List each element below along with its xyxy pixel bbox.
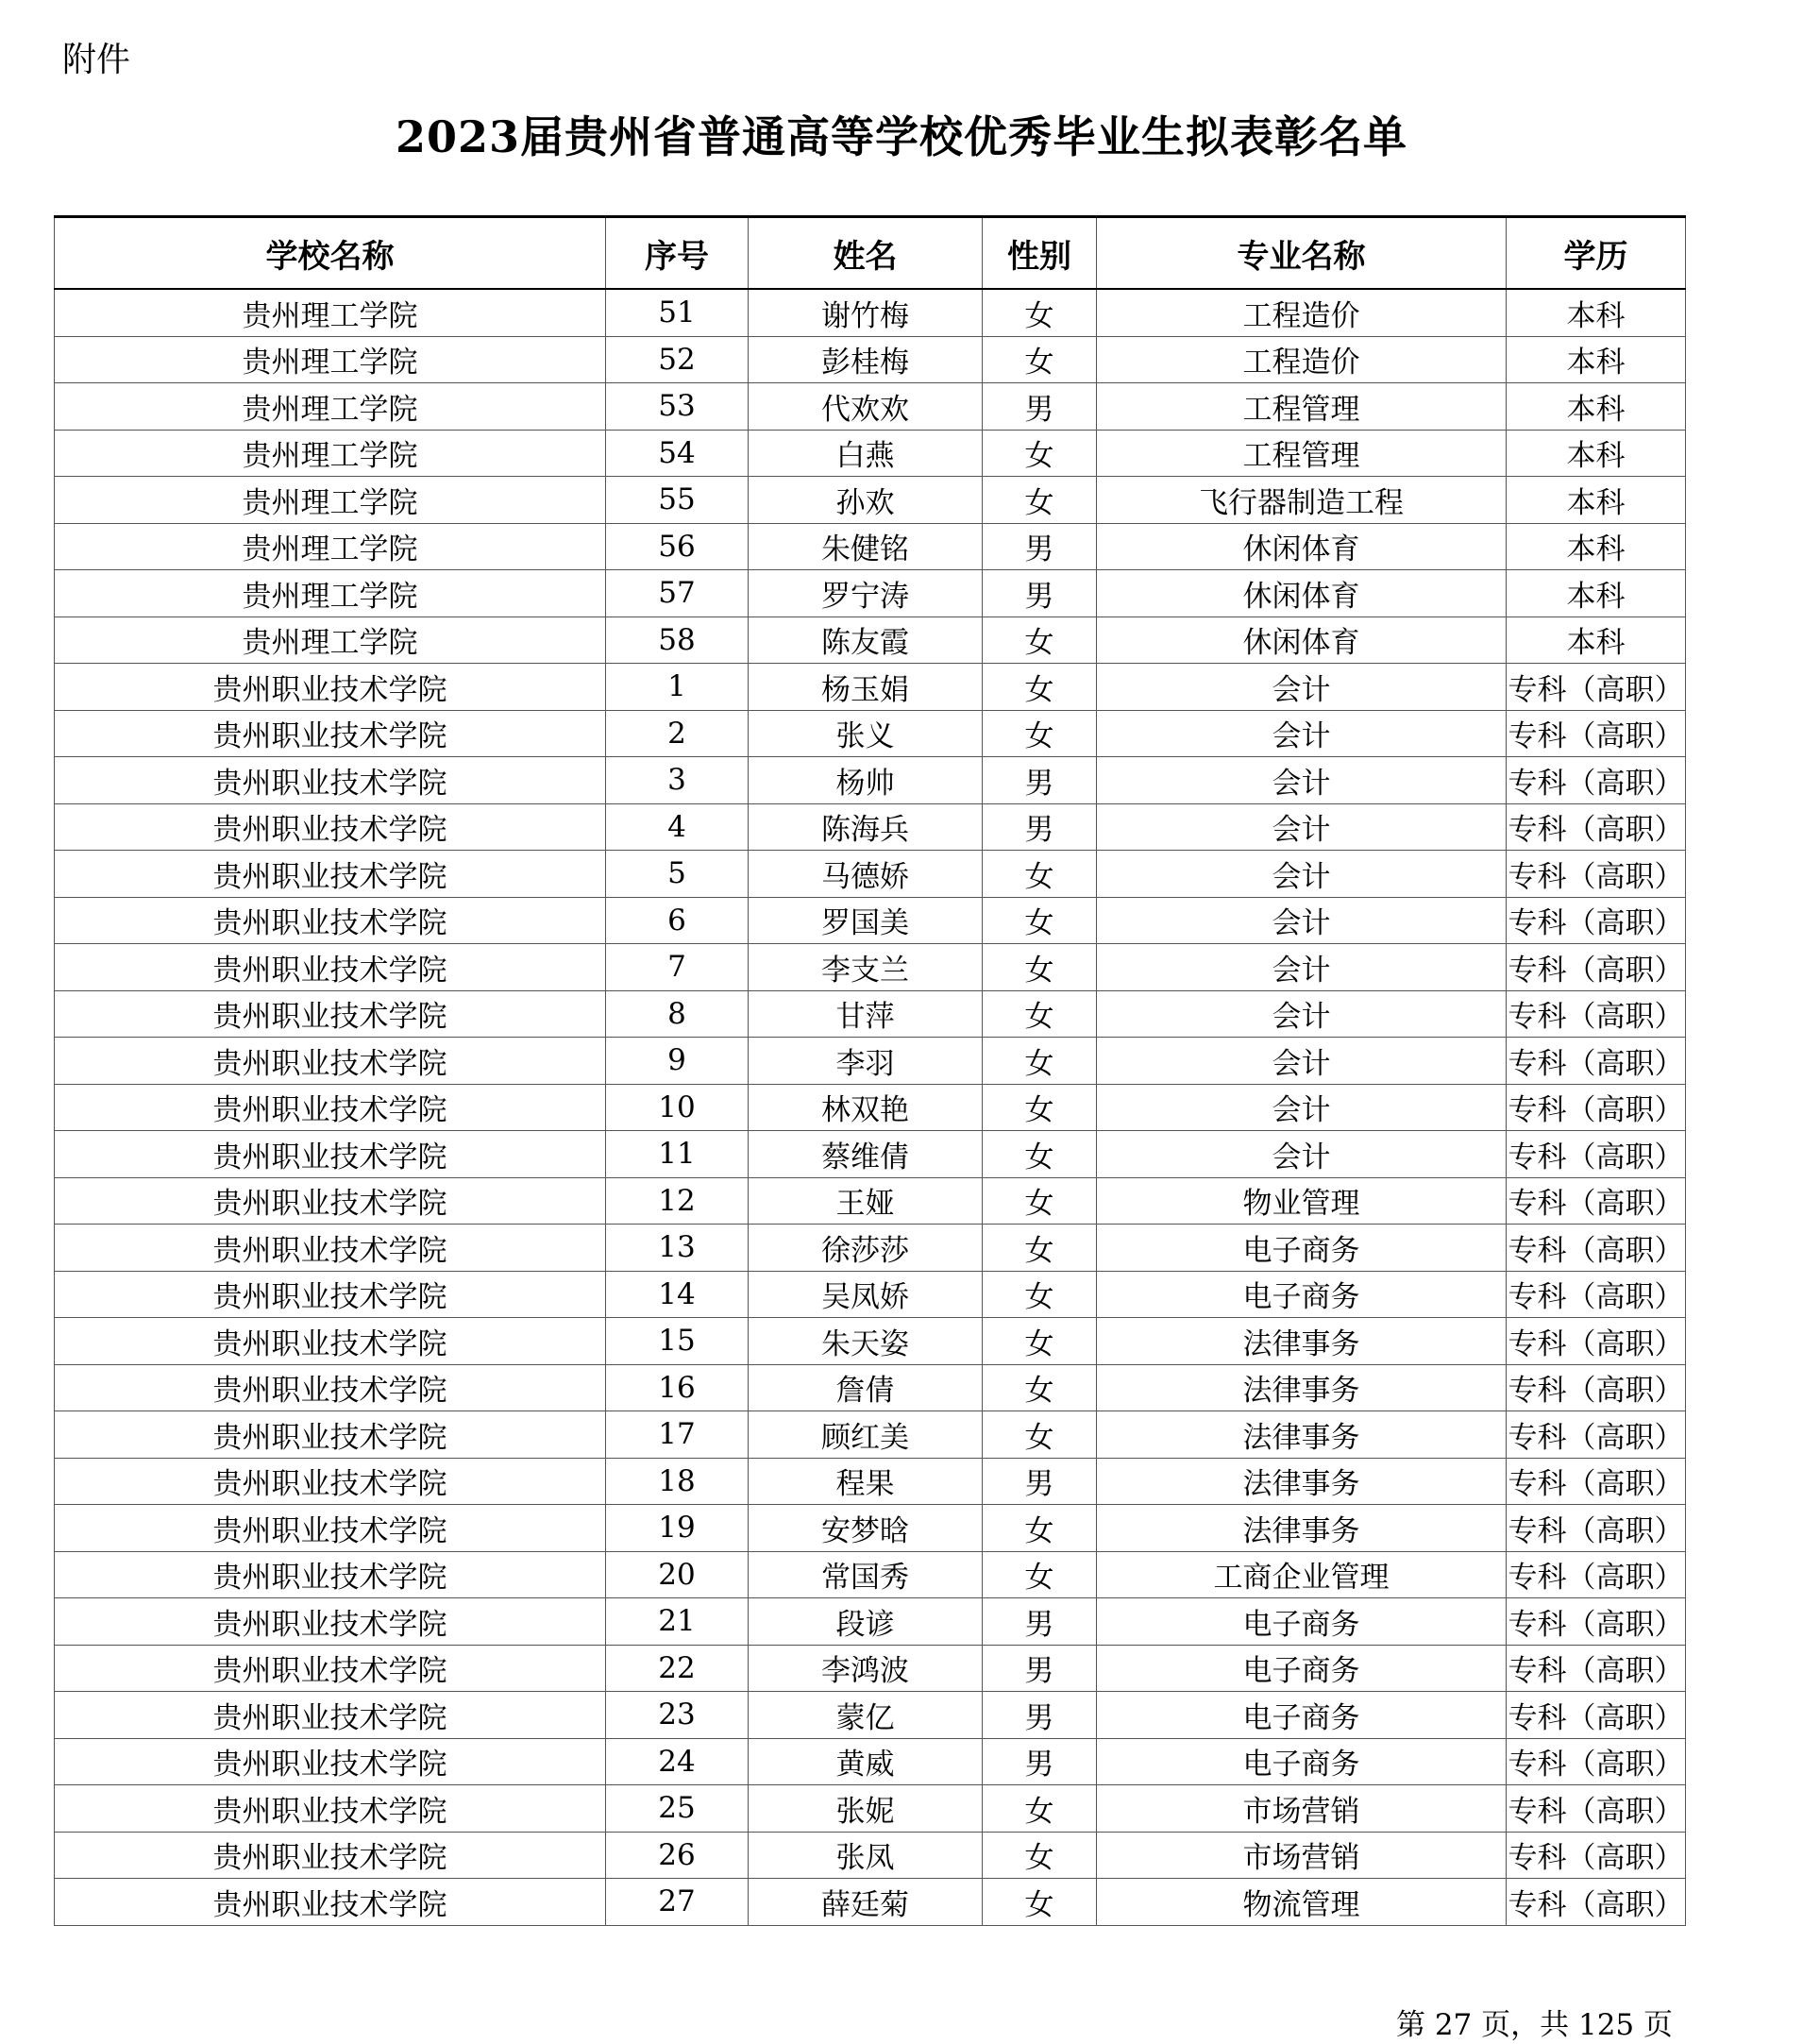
cell-degree: 专科（高职） <box>1507 1411 1686 1459</box>
cell-gender: 女 <box>983 1505 1097 1552</box>
cell-gender: 女 <box>983 336 1097 383</box>
cell-gender: 男 <box>983 1738 1097 1785</box>
table-row <box>55 1645 1686 1692</box>
cell-major: 会计 <box>1097 710 1507 757</box>
cell-school: 贵州职业技术学院 <box>55 1879 606 1926</box>
cell-gender: 女 <box>983 990 1097 1038</box>
cell-gender: 男 <box>983 383 1097 431</box>
table-row <box>55 1832 1686 1879</box>
cell-degree: 专科（高职） <box>1507 851 1686 898</box>
cell-gender: 女 <box>983 1318 1097 1365</box>
cell-gender: 女 <box>983 430 1097 477</box>
cell-degree: 专科（高职） <box>1507 1458 1686 1505</box>
table-row <box>55 1177 1686 1225</box>
cell-major: 会计 <box>1097 803 1507 851</box>
table-row <box>55 1084 1686 1131</box>
cell-major: 电子商务 <box>1097 1645 1507 1692</box>
table-row <box>55 1738 1686 1785</box>
cell-school: 贵州理工学院 <box>55 336 606 383</box>
cell-seq: 23 <box>606 1692 749 1739</box>
cell-degree: 本科 <box>1507 336 1686 383</box>
cell-gender: 女 <box>983 1038 1097 1085</box>
cell-name: 谢竹梅 <box>749 289 983 336</box>
cell-gender: 女 <box>983 1225 1097 1272</box>
cell-major: 法律事务 <box>1097 1411 1507 1459</box>
cell-major: 休闲体育 <box>1097 570 1507 617</box>
header-name: 姓名 <box>749 217 983 290</box>
cell-major: 会计 <box>1097 897 1507 944</box>
cell-major: 飞行器制造工程 <box>1097 477 1507 524</box>
cell-name: 李鸿波 <box>749 1645 983 1692</box>
cell-name: 张凤 <box>749 1832 983 1879</box>
cell-degree: 专科（高职） <box>1507 1645 1686 1692</box>
cell-major: 会计 <box>1097 664 1507 711</box>
table-row <box>55 990 1686 1038</box>
cell-name: 孙欢 <box>749 477 983 524</box>
cell-gender: 女 <box>983 477 1097 524</box>
cell-gender: 男 <box>983 523 1097 570</box>
cell-seq: 21 <box>606 1598 749 1646</box>
header-degree: 学历 <box>1507 217 1686 290</box>
table-row <box>55 1318 1686 1365</box>
cell-name: 黄威 <box>749 1738 983 1785</box>
cell-gender: 女 <box>983 289 1097 336</box>
table-row <box>55 803 1686 851</box>
cell-seq: 1 <box>606 664 749 711</box>
cell-name: 白燕 <box>749 430 983 477</box>
table-row <box>55 430 1686 477</box>
cell-degree: 专科（高职） <box>1507 710 1686 757</box>
cell-school: 贵州职业技术学院 <box>55 944 606 991</box>
cell-gender: 女 <box>983 897 1097 944</box>
cell-major: 工商企业管理 <box>1097 1551 1507 1598</box>
table-row <box>55 1458 1686 1505</box>
table-row <box>55 1271 1686 1318</box>
cell-school: 贵州理工学院 <box>55 383 606 431</box>
cell-seq: 18 <box>606 1458 749 1505</box>
cell-degree: 专科（高职） <box>1507 1785 1686 1833</box>
cell-seq: 24 <box>606 1738 749 1785</box>
table-row <box>55 710 1686 757</box>
cell-major: 会计 <box>1097 1084 1507 1131</box>
cell-degree: 专科（高职） <box>1507 897 1686 944</box>
cell-gender: 男 <box>983 1598 1097 1646</box>
header-gender: 性别 <box>983 217 1097 290</box>
table-row <box>55 1131 1686 1178</box>
cell-name: 李支兰 <box>749 944 983 991</box>
cell-name: 罗国美 <box>749 897 983 944</box>
cell-major: 法律事务 <box>1097 1318 1507 1365</box>
table-body <box>55 289 1686 1925</box>
cell-major: 物流管理 <box>1097 1879 1507 1926</box>
cell-name: 薛廷菊 <box>749 1879 983 1926</box>
cell-seq: 57 <box>606 570 749 617</box>
cell-name: 徐莎莎 <box>749 1225 983 1272</box>
cell-name: 程果 <box>749 1458 983 1505</box>
cell-major: 工程造价 <box>1097 289 1507 336</box>
cell-degree: 专科（高职） <box>1507 944 1686 991</box>
cell-school: 贵州职业技术学院 <box>55 1177 606 1225</box>
table-row <box>55 1225 1686 1272</box>
table-row <box>55 1785 1686 1833</box>
cell-school: 贵州职业技术学院 <box>55 1551 606 1598</box>
cell-school: 贵州职业技术学院 <box>55 1785 606 1833</box>
cell-school: 贵州理工学院 <box>55 617 606 664</box>
cell-major: 电子商务 <box>1097 1598 1507 1646</box>
cell-seq: 14 <box>606 1271 749 1318</box>
cell-seq: 8 <box>606 990 749 1038</box>
cell-school: 贵州职业技术学院 <box>55 897 606 944</box>
cell-gender: 女 <box>983 617 1097 664</box>
cell-major: 会计 <box>1097 1038 1507 1085</box>
cell-school: 贵州职业技术学院 <box>55 1505 606 1552</box>
cell-major: 法律事务 <box>1097 1505 1507 1552</box>
cell-school: 贵州理工学院 <box>55 570 606 617</box>
cell-major: 物业管理 <box>1097 1177 1507 1225</box>
cell-name: 王娅 <box>749 1177 983 1225</box>
cell-name: 蔡维倩 <box>749 1131 983 1178</box>
cell-school: 贵州理工学院 <box>55 523 606 570</box>
cell-degree: 专科（高职） <box>1507 1177 1686 1225</box>
table-row <box>55 336 1686 383</box>
cell-seq: 26 <box>606 1832 749 1879</box>
cell-seq: 54 <box>606 430 749 477</box>
cell-school: 贵州职业技术学院 <box>55 1084 606 1131</box>
cell-seq: 10 <box>606 1084 749 1131</box>
cell-name: 段谚 <box>749 1598 983 1646</box>
cell-name: 蒙亿 <box>749 1692 983 1739</box>
cell-school: 贵州职业技术学院 <box>55 1318 606 1365</box>
cell-degree: 本科 <box>1507 523 1686 570</box>
cell-name: 杨帅 <box>749 757 983 804</box>
cell-degree: 专科（高职） <box>1507 803 1686 851</box>
cell-major: 市场营销 <box>1097 1832 1507 1879</box>
cell-name: 代欢欢 <box>749 383 983 431</box>
cell-name: 吴凤娇 <box>749 1271 983 1318</box>
cell-degree: 本科 <box>1507 570 1686 617</box>
cell-degree: 专科（高职） <box>1507 1225 1686 1272</box>
cell-degree: 专科（高职） <box>1507 1084 1686 1131</box>
cell-degree: 专科（高职） <box>1507 757 1686 804</box>
cell-name: 安梦晗 <box>749 1505 983 1552</box>
cell-major: 市场营销 <box>1097 1785 1507 1833</box>
table-row <box>55 383 1686 431</box>
cell-gender: 女 <box>983 710 1097 757</box>
cell-seq: 15 <box>606 1318 749 1365</box>
table-row <box>55 664 1686 711</box>
cell-major: 法律事务 <box>1097 1364 1507 1411</box>
cell-gender: 男 <box>983 1458 1097 1505</box>
cell-name: 陈海兵 <box>749 803 983 851</box>
cell-degree: 专科（高职） <box>1507 1551 1686 1598</box>
cell-degree: 专科（高职） <box>1507 990 1686 1038</box>
cell-gender: 女 <box>983 1879 1097 1926</box>
header-major: 专业名称 <box>1097 217 1507 290</box>
cell-seq: 6 <box>606 897 749 944</box>
cell-gender: 女 <box>983 1084 1097 1131</box>
cell-seq: 17 <box>606 1411 749 1459</box>
table-row <box>55 570 1686 617</box>
cell-name: 常国秀 <box>749 1551 983 1598</box>
cell-gender: 女 <box>983 1785 1097 1833</box>
cell-gender: 女 <box>983 944 1097 991</box>
cell-gender: 男 <box>983 757 1097 804</box>
cell-seq: 25 <box>606 1785 749 1833</box>
cell-seq: 3 <box>606 757 749 804</box>
cell-gender: 男 <box>983 1645 1097 1692</box>
cell-school: 贵州职业技术学院 <box>55 1411 606 1459</box>
cell-gender: 男 <box>983 1692 1097 1739</box>
table-row <box>55 523 1686 570</box>
cell-school: 贵州职业技术学院 <box>55 1645 606 1692</box>
cell-major: 电子商务 <box>1097 1225 1507 1272</box>
cell-degree: 专科（高职） <box>1507 1598 1686 1646</box>
cell-degree: 本科 <box>1507 289 1686 336</box>
cell-degree: 专科（高职） <box>1507 1318 1686 1365</box>
cell-gender: 女 <box>983 1271 1097 1318</box>
cell-degree: 专科（高职） <box>1507 1271 1686 1318</box>
cell-school: 贵州职业技术学院 <box>55 1692 606 1739</box>
cell-seq: 12 <box>606 1177 749 1225</box>
cell-school: 贵州理工学院 <box>55 289 606 336</box>
table-row <box>55 1598 1686 1646</box>
cell-gender: 男 <box>983 803 1097 851</box>
cell-gender: 女 <box>983 1411 1097 1459</box>
table-row <box>55 1411 1686 1459</box>
cell-major: 电子商务 <box>1097 1692 1507 1739</box>
cell-degree: 本科 <box>1507 430 1686 477</box>
cell-gender: 女 <box>983 1832 1097 1879</box>
cell-major: 法律事务 <box>1097 1458 1507 1505</box>
cell-name: 张妮 <box>749 1785 983 1833</box>
cell-seq: 19 <box>606 1505 749 1552</box>
cell-degree: 专科（高职） <box>1507 1832 1686 1879</box>
cell-school: 贵州职业技术学院 <box>55 757 606 804</box>
table-row <box>55 1364 1686 1411</box>
cell-school: 贵州理工学院 <box>55 430 606 477</box>
cell-name: 顾红美 <box>749 1411 983 1459</box>
cell-name: 朱天姿 <box>749 1318 983 1365</box>
cell-seq: 55 <box>606 477 749 524</box>
cell-major: 工程造价 <box>1097 336 1507 383</box>
cell-school: 贵州职业技术学院 <box>55 1832 606 1879</box>
cell-seq: 58 <box>606 617 749 664</box>
cell-major: 工程管理 <box>1097 383 1507 431</box>
cell-degree: 专科（高职） <box>1507 1131 1686 1178</box>
cell-seq: 2 <box>606 710 749 757</box>
cell-gender: 女 <box>983 1177 1097 1225</box>
cell-major: 会计 <box>1097 990 1507 1038</box>
cell-major: 会计 <box>1097 1131 1507 1178</box>
cell-seq: 52 <box>606 336 749 383</box>
cell-name: 陈友霞 <box>749 617 983 664</box>
cell-major: 会计 <box>1097 757 1507 804</box>
cell-degree: 专科（高职） <box>1507 1738 1686 1785</box>
cell-major: 电子商务 <box>1097 1738 1507 1785</box>
table-row <box>55 477 1686 524</box>
cell-name: 杨玉娟 <box>749 664 983 711</box>
cell-major: 电子商务 <box>1097 1271 1507 1318</box>
table-row <box>55 1038 1686 1085</box>
cell-major: 会计 <box>1097 851 1507 898</box>
cell-degree: 本科 <box>1507 383 1686 431</box>
cell-seq: 20 <box>606 1551 749 1598</box>
cell-school: 贵州职业技术学院 <box>55 1271 606 1318</box>
cell-major: 休闲体育 <box>1097 523 1507 570</box>
table-row <box>55 1551 1686 1598</box>
table-row <box>55 851 1686 898</box>
cell-seq: 4 <box>606 803 749 851</box>
cell-name: 李羽 <box>749 1038 983 1085</box>
cell-name: 甘萍 <box>749 990 983 1038</box>
cell-seq: 7 <box>606 944 749 991</box>
cell-seq: 51 <box>606 289 749 336</box>
cell-school: 贵州职业技术学院 <box>55 803 606 851</box>
cell-gender: 男 <box>983 570 1097 617</box>
cell-gender: 女 <box>983 1551 1097 1598</box>
cell-degree: 本科 <box>1507 477 1686 524</box>
table-header-row <box>55 217 1686 290</box>
cell-degree: 专科（高职） <box>1507 1692 1686 1739</box>
cell-degree: 专科（高职） <box>1507 664 1686 711</box>
cell-school: 贵州理工学院 <box>55 477 606 524</box>
page-number: 第 27 页，共 125 页 <box>1395 2008 1673 2042</box>
cell-school: 贵州职业技术学院 <box>55 1458 606 1505</box>
cell-degree: 专科（高职） <box>1507 1364 1686 1411</box>
cell-seq: 22 <box>606 1645 749 1692</box>
cell-gender: 女 <box>983 664 1097 711</box>
cell-gender: 女 <box>983 851 1097 898</box>
cell-school: 贵州职业技术学院 <box>55 851 606 898</box>
table-row <box>55 1505 1686 1552</box>
cell-school: 贵州职业技术学院 <box>55 1738 606 1785</box>
cell-seq: 56 <box>606 523 749 570</box>
cell-degree: 专科（高职） <box>1507 1038 1686 1085</box>
table-row <box>55 289 1686 336</box>
table-row <box>55 944 1686 991</box>
cell-gender: 女 <box>983 1364 1097 1411</box>
cell-school: 贵州职业技术学院 <box>55 1598 606 1646</box>
cell-seq: 53 <box>606 383 749 431</box>
cell-school: 贵州职业技术学院 <box>55 710 606 757</box>
cell-seq: 13 <box>606 1225 749 1272</box>
cell-major: 工程管理 <box>1097 430 1507 477</box>
cell-school: 贵州职业技术学院 <box>55 1038 606 1085</box>
cell-seq: 16 <box>606 1364 749 1411</box>
table-row <box>55 897 1686 944</box>
cell-name: 林双艳 <box>749 1084 983 1131</box>
cell-name: 马德娇 <box>749 851 983 898</box>
cell-school: 贵州职业技术学院 <box>55 990 606 1038</box>
table-row <box>55 1692 1686 1739</box>
cell-seq: 9 <box>606 1038 749 1085</box>
cell-degree: 专科（高职） <box>1507 1879 1686 1926</box>
table-row <box>55 617 1686 664</box>
header-seq: 序号 <box>606 217 749 290</box>
page-title: 2023届贵州省普通高等学校优秀毕业生拟表彰名单 <box>395 111 1408 162</box>
cell-school: 贵州职业技术学院 <box>55 1131 606 1178</box>
cell-school: 贵州职业技术学院 <box>55 1364 606 1411</box>
header-school: 学校名称 <box>55 217 606 290</box>
cell-school: 贵州职业技术学院 <box>55 664 606 711</box>
table-row <box>55 1879 1686 1926</box>
table-row <box>55 757 1686 804</box>
cell-name: 詹倩 <box>749 1364 983 1411</box>
cell-name: 罗宁涛 <box>749 570 983 617</box>
cell-name: 彭桂梅 <box>749 336 983 383</box>
cell-school: 贵州职业技术学院 <box>55 1225 606 1272</box>
cell-major: 休闲体育 <box>1097 617 1507 664</box>
honoree-table <box>54 215 1686 1926</box>
cell-gender: 女 <box>983 1131 1097 1178</box>
cell-major: 会计 <box>1097 944 1507 991</box>
cell-degree: 本科 <box>1507 617 1686 664</box>
cell-name: 张义 <box>749 710 983 757</box>
cell-name: 朱健铭 <box>749 523 983 570</box>
cell-seq: 11 <box>606 1131 749 1178</box>
cell-seq: 5 <box>606 851 749 898</box>
attachment-label: 附件 <box>62 41 131 79</box>
cell-degree: 专科（高职） <box>1507 1505 1686 1552</box>
cell-seq: 27 <box>606 1879 749 1926</box>
